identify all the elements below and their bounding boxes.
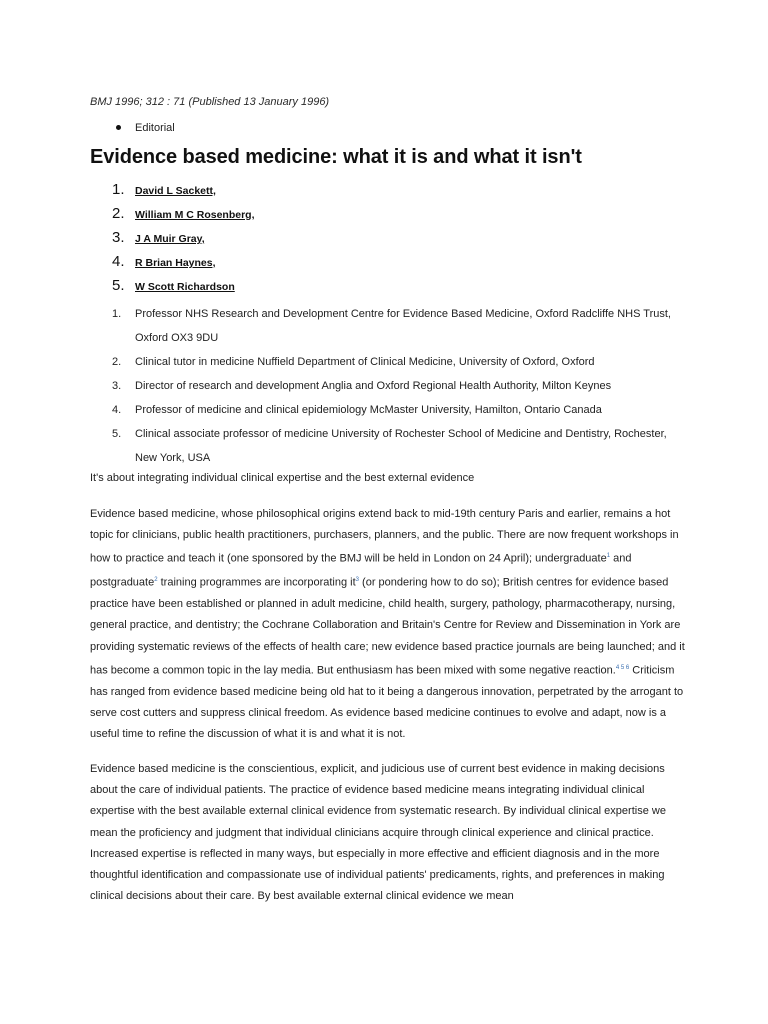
affiliation-number: 4. [112, 404, 122, 416]
reference-link-2[interactable]: 2 [154, 577, 158, 584]
article-type: Editorial [90, 120, 175, 136]
reference-link-3[interactable]: 3 [355, 577, 359, 584]
reference-link-1[interactable]: 1 [606, 553, 611, 560]
journal-citation: BMJ 1996; 312 : 71 (Published 13 January 1996) [90, 96, 330, 108]
reference-link-4-6[interactable]: 4 5 6 [615, 664, 630, 671]
affiliation-number: 1. [112, 308, 122, 320]
article-type-list [90, 120, 175, 136]
author-number: 2. [112, 205, 125, 222]
affiliation-text: Director of research and development Anglia and Oxford Regional Health Authority, Milton Keynes [135, 380, 612, 392]
affiliation-item [90, 350, 680, 374]
paragraph-text: (or pondering how to do so); British centres for evidence based practice have been established or planned in adult medicine, child health, surgery, pathology, pharmacotherapy, nursing, general practice, and dentistry; the Cochrane Collaboration and Britain's Centre for Review and Dissemination in York are providing systematic reviews of the effects of health care; new evidence based practice journals are being launched; and it has become a common topic in the lay media. But enthusiasm has been mixed with some negative reaction. [90, 576, 685, 677]
affiliation-text: Clinical tutor in medicine Nuffield Department of Clinical Medicine, University of Oxford, Oxford [135, 356, 595, 368]
paragraph-text: Criticism has ranged from evidence based medicine being old hat to it being a dangerous innovation, perpetrated by the arrogant to serve cost cutters and suppress clinical freedom. As evidence based medicine continues to evolve and adapt, now is a useful time to refine the discussion of what it is and what it is not. [90, 664, 684, 740]
paragraph-text: training programmes are incorporating it [157, 576, 356, 589]
article-standfirst: It's about integrating individual clinical expertise and the best external evidence [90, 472, 475, 484]
paragraph-text: Evidence based medicine, whose philosophical origins extend back to mid-19th century Paris and earlier, remains a hot topic for clinicians, public health practitioners, purchasers, planners, and the public. There are now frequent workshops in how to practice and teach it (one sponsored by the BMJ will be held in London on 24 April); undergraduate [90, 508, 679, 566]
affiliation-list [90, 302, 680, 470]
affiliation-item [90, 398, 680, 422]
author-link-gray[interactable]: J A Muir Gray, [135, 233, 205, 245]
affiliation-item [90, 374, 680, 398]
affiliation-text: Professor NHS Research and Development Centre for Evidence Based Medicine, Oxford Radcliffe NHS Trust, Oxford OX3 9DU [135, 308, 671, 344]
affiliation-text: Professor of medicine and clinical epidemiology McMaster University, Hamilton, Ontario Canada [135, 404, 602, 416]
author-link-haynes[interactable]: R Brian Haynes, [135, 257, 216, 269]
affiliation-text: Clinical associate professor of medicine University of Rochester School of Medicine and Dentistry, Rochester, New York, USA [135, 428, 667, 464]
author-number: 5. [112, 277, 125, 294]
author-number: 3. [112, 229, 125, 246]
affiliation-number: 5. [112, 428, 122, 440]
affiliation-number: 3. [112, 380, 122, 392]
article-title: Evidence based medicine: what it is and what it isn't [90, 146, 582, 168]
author-link-rosenberg[interactable]: William M C Rosenberg, [135, 209, 255, 221]
author-number: 4. [112, 253, 125, 270]
author-number: 1. [112, 181, 125, 198]
affiliation-item [90, 302, 680, 350]
author-link-sackett[interactable]: David L Sackett, [135, 185, 216, 197]
affiliation-number: 2. [112, 356, 122, 368]
body-paragraph-2: Evidence based medicine is the conscientious, explicit, and judicious use of current best evidence in making decisions about the care of individual patients. The practice of evidence based medicine means integrating individual clinical expertise with the best available external clinical evidence from systematic research. By individual clinical expertise we mean the proficiency and judgment that individual clinicians acquire through clinical experience and clinical practice. Increased expertise is reflected in many ways, but especially in more effective and efficient diagnosis and in the more thoughtful identification and compassionate use of individual patients' predicaments, rights, and preferences in making clinical decisions about their care. By best available external clinical evidence we mean [90, 763, 666, 903]
paragraph-text: and postgraduate [90, 553, 632, 589]
author-link-richardson[interactable]: W Scott Richardson [135, 281, 235, 293]
affiliation-item [90, 422, 680, 470]
body-paragraph-1 [90, 504, 690, 745]
